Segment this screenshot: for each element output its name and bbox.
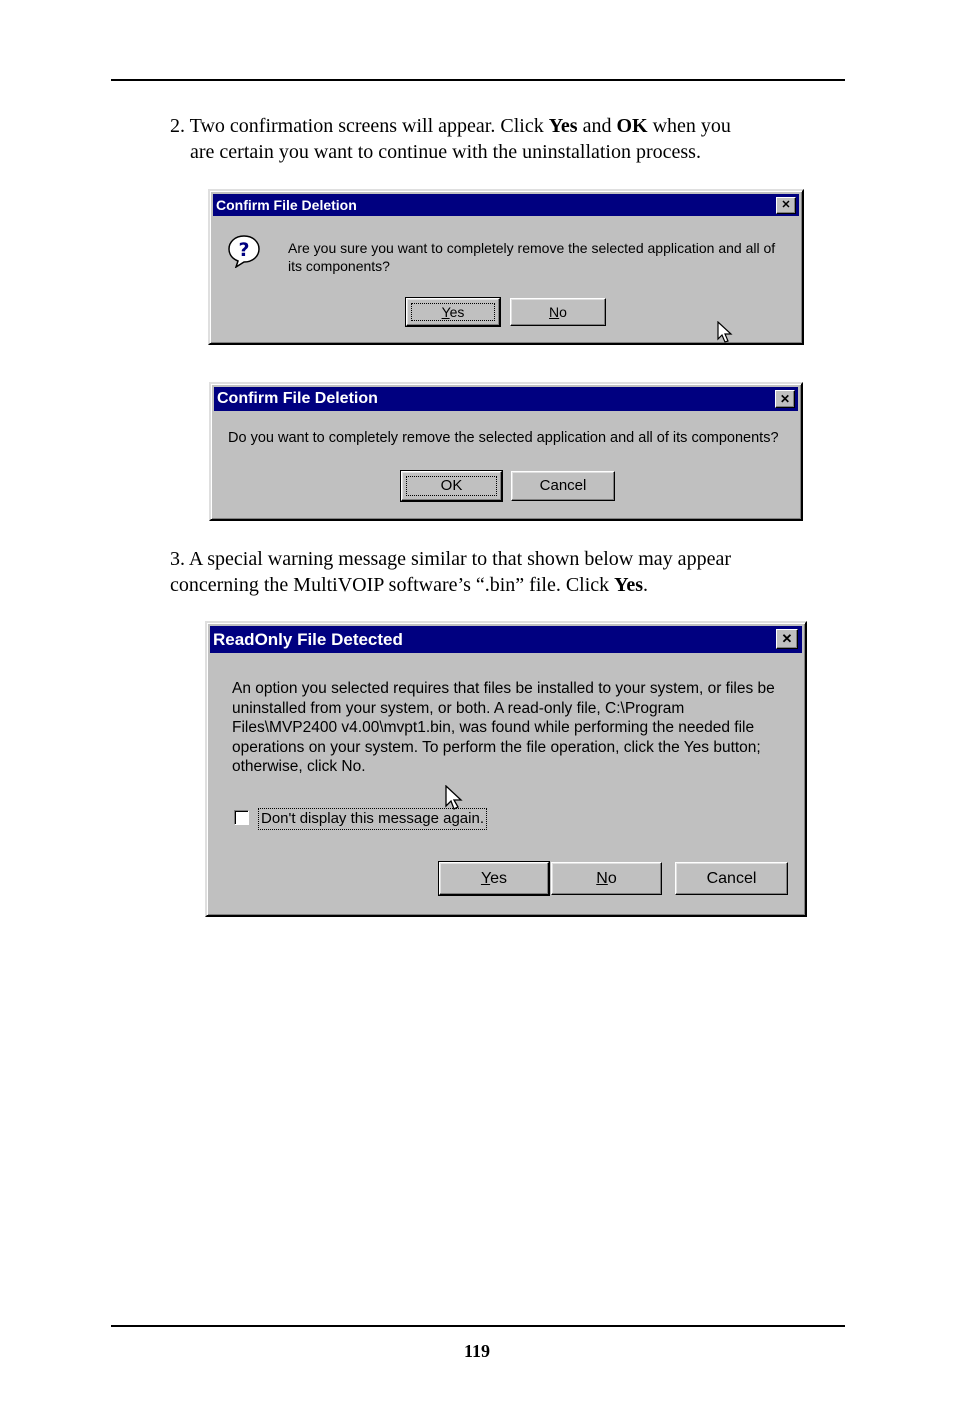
dialog2-ok-label: OK <box>440 477 463 494</box>
dialog3-title: ReadOnly File Detected <box>213 629 403 649</box>
step2-text-a: 2. Two confirmation screens will appear. Click <box>170 115 549 137</box>
dont-display-checkbox[interactable] <box>234 810 249 825</box>
step2-line2: are certain you want to continue with the uninstallation process. <box>190 141 701 163</box>
dialog1-titlebar <box>213 194 799 216</box>
mouse-pointer-icon <box>717 321 733 345</box>
dialog3-message <box>232 679 802 777</box>
step3-line2 <box>170 572 648 598</box>
readonly-file-dialog <box>205 621 807 917</box>
page-number: 119 <box>463 1341 490 1361</box>
step2-text-c: when you <box>647 115 731 137</box>
dialog2-ok-button[interactable] <box>401 471 502 501</box>
dialog2-cancel-button[interactable] <box>511 471 615 501</box>
dialog1-no-button[interactable] <box>510 298 606 326</box>
dialog3-no-button[interactable] <box>551 862 662 895</box>
mouse-pointer-icon <box>445 785 463 813</box>
dialog2-cancel-label: Cancel <box>539 477 587 494</box>
dialog1-message: Are you sure you want to completely remove the selected application and all of its components? <box>288 240 776 274</box>
dialog1-yes-button[interactable] <box>406 298 500 326</box>
focus-rectangle <box>406 476 497 496</box>
focus-rectangle <box>411 303 495 321</box>
dialog3-cancel-label: Cancel <box>706 870 757 887</box>
dialog3-close-button[interactable] <box>776 629 798 649</box>
dialog1-yes-label: Yes <box>441 304 465 320</box>
step2-text-b: and <box>577 115 617 137</box>
dont-display-checkbox-label[interactable]: Don't display this message again. <box>258 808 487 830</box>
dialog3-titlebar <box>210 626 802 653</box>
close-icon: ✕ <box>781 199 791 211</box>
step2-yes-emphasis: Yes <box>548 115 578 137</box>
header-rule <box>111 79 845 81</box>
dialog2-titlebar <box>214 387 798 411</box>
step2-line1 <box>170 113 731 139</box>
dialog3-message-line: operations on your system. To perform the file operation, click the Yes button; <box>232 738 761 756</box>
dialog3-yes-label: Yes <box>480 870 508 887</box>
dialog2-close-button[interactable] <box>775 390 795 408</box>
dialog3-no-label: No <box>596 870 617 887</box>
dialog1-close-button[interactable] <box>776 197 796 214</box>
confirm-dialog-1 <box>208 189 804 345</box>
question-icon <box>227 234 261 268</box>
footer-rule <box>111 1325 845 1327</box>
step3-line1: 3. A special warning message similar to that shown below may appear <box>170 548 731 570</box>
dialog2-title: Confirm File Deletion <box>217 390 378 407</box>
dialog2-message: Do you want to completely remove the selected application and all of its components? <box>228 430 779 446</box>
close-icon: ✕ <box>779 392 791 406</box>
dialog3-yes-button[interactable] <box>439 862 549 895</box>
dialog3-message-line: otherwise, click No. <box>232 758 366 775</box>
confirm-dialog-2 <box>209 382 803 521</box>
dialog3-message-line: uninstalled from your system, or both. A read-only file, C:\Program <box>232 699 685 717</box>
dialog3-message-line: Files\MVP2400 v4.00\mvpt1.bin, was found while performing the needed file <box>232 719 755 736</box>
step2-ok-emphasis: OK <box>616 115 648 137</box>
step3-text-b: . <box>643 574 649 596</box>
dialog3-message-line: An option you selected requires that files be installed to your system, or files be <box>232 680 775 697</box>
dialog1-no-label: No <box>549 304 567 320</box>
step3-yes-emphasis: Yes <box>614 574 644 596</box>
svg-text:?: ? <box>238 239 250 261</box>
close-icon: ✕ <box>781 631 793 646</box>
dialog3-cancel-button[interactable] <box>675 862 788 895</box>
dialog1-title: Confirm File Deletion <box>216 197 357 213</box>
step3-text-a: concerning the MultiVOIP software’s “.bin” file. Click <box>170 574 615 596</box>
